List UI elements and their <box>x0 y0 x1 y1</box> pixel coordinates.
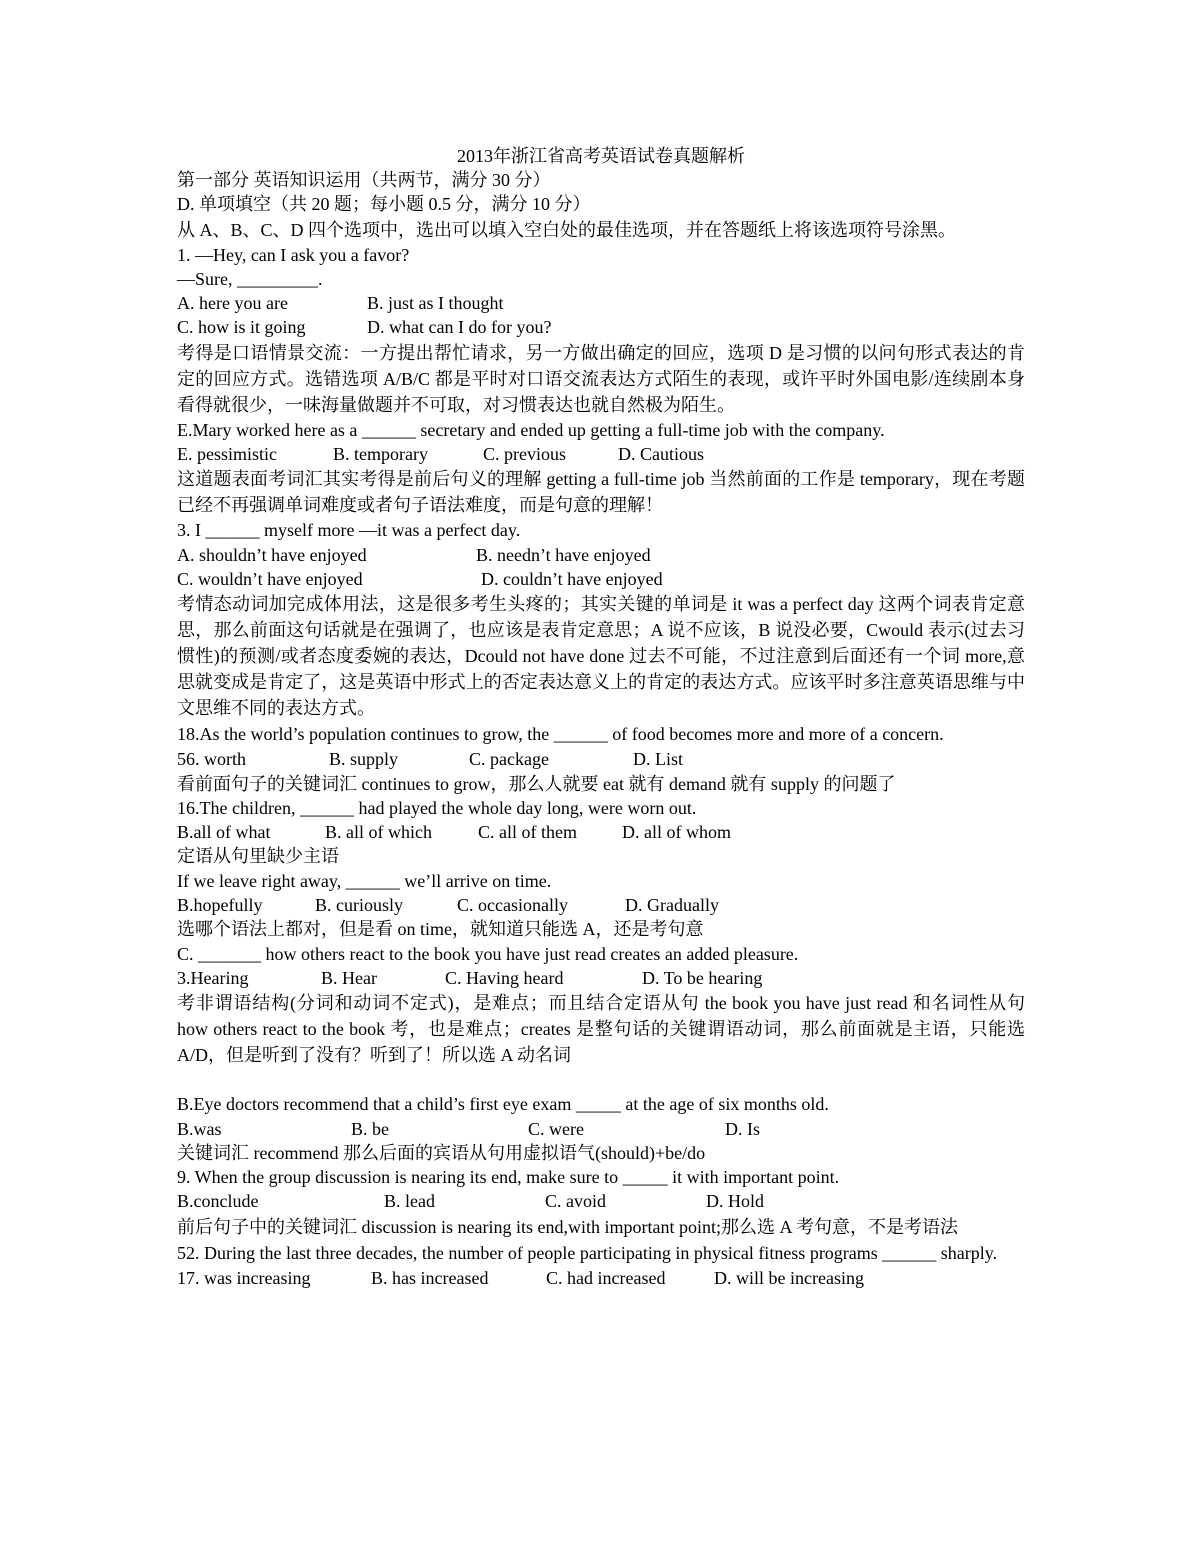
option-a: 56. worth <box>177 749 246 770</box>
page-title: 2013年浙江省高考英语试卷真题解析 <box>457 146 745 166</box>
option-c: C. previous <box>483 444 566 465</box>
option-b: B. curiously <box>315 895 403 916</box>
analysis-text: 这道题表面考词汇其实考得是前后句义的理解 getting a full-time job 当然前面的工作是 temporary，现在考题已经不再强调单词难度或者句子语法难度，而是句意的理解！ <box>177 469 1025 516</box>
option-b: B. supply <box>329 749 399 770</box>
option-c: C. avoid <box>545 1191 606 1212</box>
question-options <box>177 567 1025 591</box>
analysis-text: 考非谓语结构(分词和动词不定式)，是难点；而且结合定语从句 the book you have just read 和名词性从句 how others react to the book 考，也是难点；creates 是整句话的关键谓语动词，那么前面就是主语，只能选 A/D，但是听到了没有？听到了！所以选 A 动名词 <box>177 993 1025 1066</box>
question-options <box>177 1266 1025 1290</box>
option-a: 17. was increasing <box>177 1267 311 1288</box>
option-c: C. occasionally <box>457 895 568 916</box>
option-a: B.hopefully <box>177 895 263 916</box>
analysis-text: 定语从句里缺少主语 <box>177 846 339 867</box>
option-d: D. Gradually <box>625 895 719 916</box>
option-a: E. pessimistic <box>177 444 277 465</box>
option-c: C. had increased <box>546 1267 666 1288</box>
option-c: C. package <box>469 749 549 770</box>
question-options <box>177 1117 1025 1141</box>
option-b: B. has increased <box>371 1267 489 1288</box>
option-c: C. Having heard <box>445 967 564 988</box>
question-options <box>177 291 1025 315</box>
analysis-text: 关键词汇 recommend 那么后面的宾语从句用虚拟语气(should)+be/do <box>177 1142 706 1163</box>
question-options <box>177 747 1025 771</box>
option-a: A. here you are <box>177 293 288 314</box>
option-a: B.conclude <box>177 1191 259 1212</box>
option-d: D. Is <box>725 1118 760 1139</box>
option-c: C. all of them <box>478 822 577 843</box>
option-b: B. be <box>351 1118 389 1139</box>
analysis-text: 考得是口语情景交流：一方提出帮忙请求，另一方做出确定的回应，选项 D 是习惯的以问句形式表达的肯定的回应方式。选错选项 A/B/C 都是平时对口语交流表达方式陌生的表现，或许平时外国电影/连续剧本身看得就很少，一味海量做题并不可取，对习惯表达也就自然极为陌生。 <box>177 342 1025 415</box>
option-b: B. needn’t have enjoyed <box>476 544 651 565</box>
analysis-text: 看前面句子的关键词汇 continues to grow，那么人就要 eat 就有 demand 就有 supply 的问题了 <box>177 773 896 794</box>
option-a: B.was <box>177 1118 222 1139</box>
question-options <box>177 893 1025 917</box>
section-heading: D. 单项填空（共 20 题；每小题 0.5 分，满分 10 分） <box>177 194 591 215</box>
option-d: D. Hold <box>706 1191 764 1212</box>
option-b: B. Hear <box>321 967 377 988</box>
spacer <box>177 1068 1025 1092</box>
option-c: C. how is it going <box>177 317 306 338</box>
question-stem: B.Eye doctors recommend that a child’s first eye exam _____ at the age of six months old. <box>177 1094 829 1115</box>
part-heading: 第一部分 英语知识运用（共两节，满分 30 分） <box>177 170 551 190</box>
question-options <box>177 442 1025 466</box>
option-d: D. Cautious <box>618 444 705 465</box>
question-stem: 9. When the group discussion is nearing its end, make sure to _____ it with important point. <box>177 1167 840 1188</box>
question-stem: E.Mary worked here as a ______ secretary and ended up getting a full-time job with the company. <box>177 419 885 440</box>
question-options <box>177 820 1025 844</box>
document-page <box>177 144 1025 1290</box>
question-options <box>177 315 1025 339</box>
question-options <box>177 966 1025 990</box>
option-d: D. what can I do for you? <box>367 317 552 338</box>
instruction-text: 从 A、B、C、D 四个选项中，选出可以填入空白处的最佳选项，并在答题纸上将该选项符号涂黑。 <box>177 219 957 240</box>
option-d: D. List <box>633 749 684 770</box>
question-stem: If we leave right away, ______ we’ll arrive on time. <box>177 870 552 891</box>
option-d: D. will be increasing <box>714 1267 864 1288</box>
option-c: C. wouldn’t have enjoyed <box>177 568 363 589</box>
question-stem: 52. During the last three decades, the number of people participating in physical fitness programs ______ sharply. <box>177 1242 998 1263</box>
question-stem: 16.The children, ______ had played the whole day long, were worn out. <box>177 797 697 818</box>
question-stem: 1. —Hey, can I ask you a favor? <box>177 244 410 265</box>
analysis-text: 选哪个语法上都对，但是看 on time，就知道只能选 A，还是考句意 <box>177 919 704 940</box>
question-stem: 18.As the world’s population continues to grow, the ______ of food becomes more and more of a concern. <box>177 724 944 745</box>
option-d: D. couldn’t have enjoyed <box>481 568 663 589</box>
question-options <box>177 1189 1025 1213</box>
option-b: B. lead <box>384 1191 435 1212</box>
analysis-text: 前后句子中的关键词汇 discussion is nearing its end,with important point;那么选 A 考句意，不是考语法 <box>177 1216 958 1237</box>
question-options <box>177 543 1025 567</box>
question-stem: C. _______ how others react to the book you have just read creates an added pleasure. <box>177 943 799 964</box>
question-stem-answer: —Sure, _________. <box>177 268 323 289</box>
option-a: B.all of what <box>177 822 271 843</box>
option-b: B. all of which <box>325 822 432 843</box>
option-a: 3.Hearing <box>177 967 249 988</box>
option-b: B. temporary <box>333 444 428 465</box>
option-b: B. just as I thought <box>367 293 504 314</box>
option-c: C. were <box>528 1118 584 1139</box>
question-stem: 3. I ______ myself more —it was a perfect day. <box>177 520 521 541</box>
option-a: A. shouldn’t have enjoyed <box>177 544 367 565</box>
option-d: D. all of whom <box>622 822 731 843</box>
analysis-text: 考情态动词加完成体用法，这是很多考生头疼的；其实关键的单词是 it was a perfect day 这两个词表肯定意思，那么前面这句话就是在强调了，也应该是表肯定意思；A 说不应该，B 说没必要，Cwould 表示(过去习惯性)的预测/或者态度委婉的表达，Dcould not have done 过去不可能，不过注意到后面还有一个词 more,意思就变成是肯定了，这是英语中形式上的否定表达意义上的肯定的表达方式。应该平时多注意英语思维与中文思维不同的表达方式。 <box>177 594 1025 719</box>
option-d: D. To be hearing <box>642 967 763 988</box>
